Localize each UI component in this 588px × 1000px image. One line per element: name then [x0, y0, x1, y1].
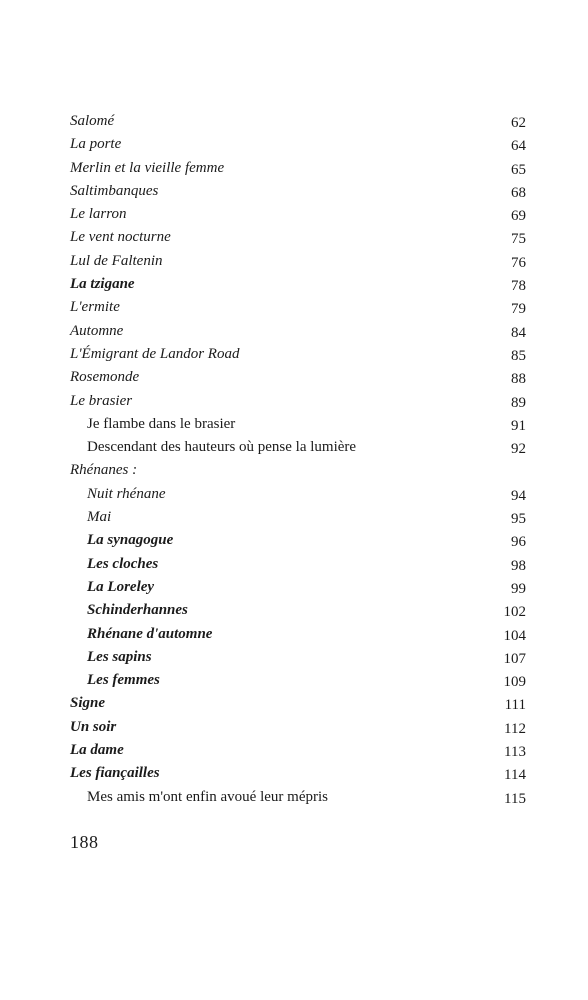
- toc-entry-title: L'ermite: [70, 299, 120, 316]
- toc-entry-title: Rosemonde: [70, 369, 140, 386]
- toc-entry-page-number: 114: [504, 767, 526, 784]
- toc-entry: [70, 203, 526, 226]
- toc-entry: [70, 180, 526, 203]
- toc-entry-title: Schinderhannes: [87, 602, 188, 619]
- toc-entry-title: Signe: [70, 695, 106, 712]
- toc-entry-title: Le vent nocturne: [70, 229, 171, 246]
- toc-entry-title: Rhénanes :: [70, 462, 138, 479]
- toc-entry: [70, 692, 526, 715]
- toc-entry-page-number: 76: [511, 254, 526, 271]
- toc-entry-page-number: 75: [511, 231, 526, 248]
- toc-entry-title: Mai: [87, 509, 112, 526]
- toc-entry-title: La porte: [70, 136, 122, 153]
- toc-entry-title: Les sapins: [87, 648, 152, 665]
- toc-entry-title: Salomé: [70, 113, 115, 129]
- toc-entry-title: Mes amis m'ont enfin avoué leur mépris: [87, 788, 328, 805]
- toc-entry: [70, 273, 526, 296]
- toc-entry-page-number: 109: [503, 674, 526, 691]
- toc-entry-page-number: 112: [504, 720, 526, 737]
- toc-entry-page-number: 95: [511, 511, 526, 528]
- toc-entry: [70, 436, 526, 459]
- toc-entry-page-number: 92: [511, 441, 526, 458]
- toc-entry: [70, 390, 526, 413]
- toc-entry-title: Je flambe dans le brasier: [87, 415, 236, 432]
- toc-entry-page-number: 65: [511, 161, 526, 178]
- toc-entry-title: Lul de Faltenin: [70, 252, 163, 269]
- toc-entry-title: Un soir: [70, 718, 117, 735]
- toc-entry-title: Les fiançailles: [70, 765, 160, 782]
- toc-entry: [70, 669, 526, 692]
- table-of-contents: [70, 110, 526, 809]
- toc-entry-page-number: 78: [511, 278, 526, 295]
- toc-entry-page-number: 98: [511, 557, 526, 574]
- toc-entry-title: Le larron: [70, 206, 127, 223]
- toc-entry-page-number: 89: [511, 394, 526, 411]
- toc-entry-title: Les femmes: [87, 672, 160, 689]
- toc-entry: [70, 529, 526, 552]
- toc-entry-title: L'Émigrant de Landor Road: [70, 345, 240, 362]
- toc-entry-page-number: 88: [511, 371, 526, 388]
- toc-entry-page-number: 107: [503, 650, 526, 667]
- toc-entry-page-number: 91: [511, 417, 526, 434]
- toc-entry-title: La dame: [70, 742, 124, 759]
- toc-entry-title: Le brasier: [70, 392, 133, 409]
- toc-entry: [70, 110, 526, 133]
- toc-entry: [70, 646, 526, 669]
- toc-entry: [70, 366, 526, 389]
- toc-entry-page-number: 62: [511, 115, 526, 131]
- toc-entry: [70, 413, 526, 436]
- toc-entry-title: Descendant des hauteurs où pense la lumière: [87, 439, 357, 456]
- toc-entry-page-number: 104: [503, 627, 526, 644]
- toc-entry: [70, 133, 526, 156]
- toc-entry-page-number: 115: [504, 790, 526, 807]
- toc-entry: [70, 483, 526, 506]
- toc-entry: [70, 320, 526, 343]
- toc-entry-title: La Loreley: [87, 578, 155, 595]
- toc-entry: [70, 226, 526, 249]
- toc-entry: [70, 623, 526, 646]
- toc-entry-title: Automne: [70, 322, 124, 339]
- toc-entry-page-number: 99: [511, 580, 526, 597]
- toc-entry-page-number: 113: [504, 744, 526, 761]
- toc-entry-page-number: 68: [511, 184, 526, 201]
- toc-entry: [70, 762, 526, 785]
- toc-entry: [70, 576, 526, 599]
- toc-entry-title: La tzigane: [70, 276, 135, 293]
- toc-entry: [70, 250, 526, 273]
- toc-entry-page-number: 64: [511, 138, 526, 155]
- toc-entry: [70, 786, 526, 809]
- toc-entry-page-number: 69: [511, 208, 526, 225]
- toc-entry: [70, 739, 526, 762]
- toc-entry-page-number: 85: [511, 347, 526, 364]
- toc-entry-page-number: 111: [504, 697, 526, 714]
- toc-entry-title: Rhénane d'automne: [87, 625, 213, 642]
- toc-entry-page-number: 84: [511, 324, 526, 341]
- toc-entry: [70, 296, 526, 319]
- toc-entry-title: Saltimbanques: [70, 182, 159, 199]
- toc-entry: [70, 459, 526, 482]
- page-number: 188: [70, 832, 99, 852]
- toc-entry-title: La synagogue: [87, 532, 174, 549]
- toc-entry-title: Nuit rhénane: [87, 485, 166, 502]
- toc-entry-page-number: 96: [511, 534, 526, 551]
- toc-entry-page-number: 79: [511, 301, 526, 318]
- toc-entry: [70, 716, 526, 739]
- toc-entry: [70, 157, 526, 180]
- toc-entry-page-number: 94: [511, 487, 526, 504]
- toc-entry: [70, 343, 526, 366]
- toc-entry: [70, 599, 526, 622]
- toc-entry: [70, 553, 526, 576]
- toc-entry: [70, 506, 526, 529]
- toc-entry-title: Merlin et la vieille femme: [70, 159, 225, 176]
- toc-entry-title: Les cloches: [87, 555, 159, 572]
- toc-entry-page-number: 102: [503, 604, 526, 621]
